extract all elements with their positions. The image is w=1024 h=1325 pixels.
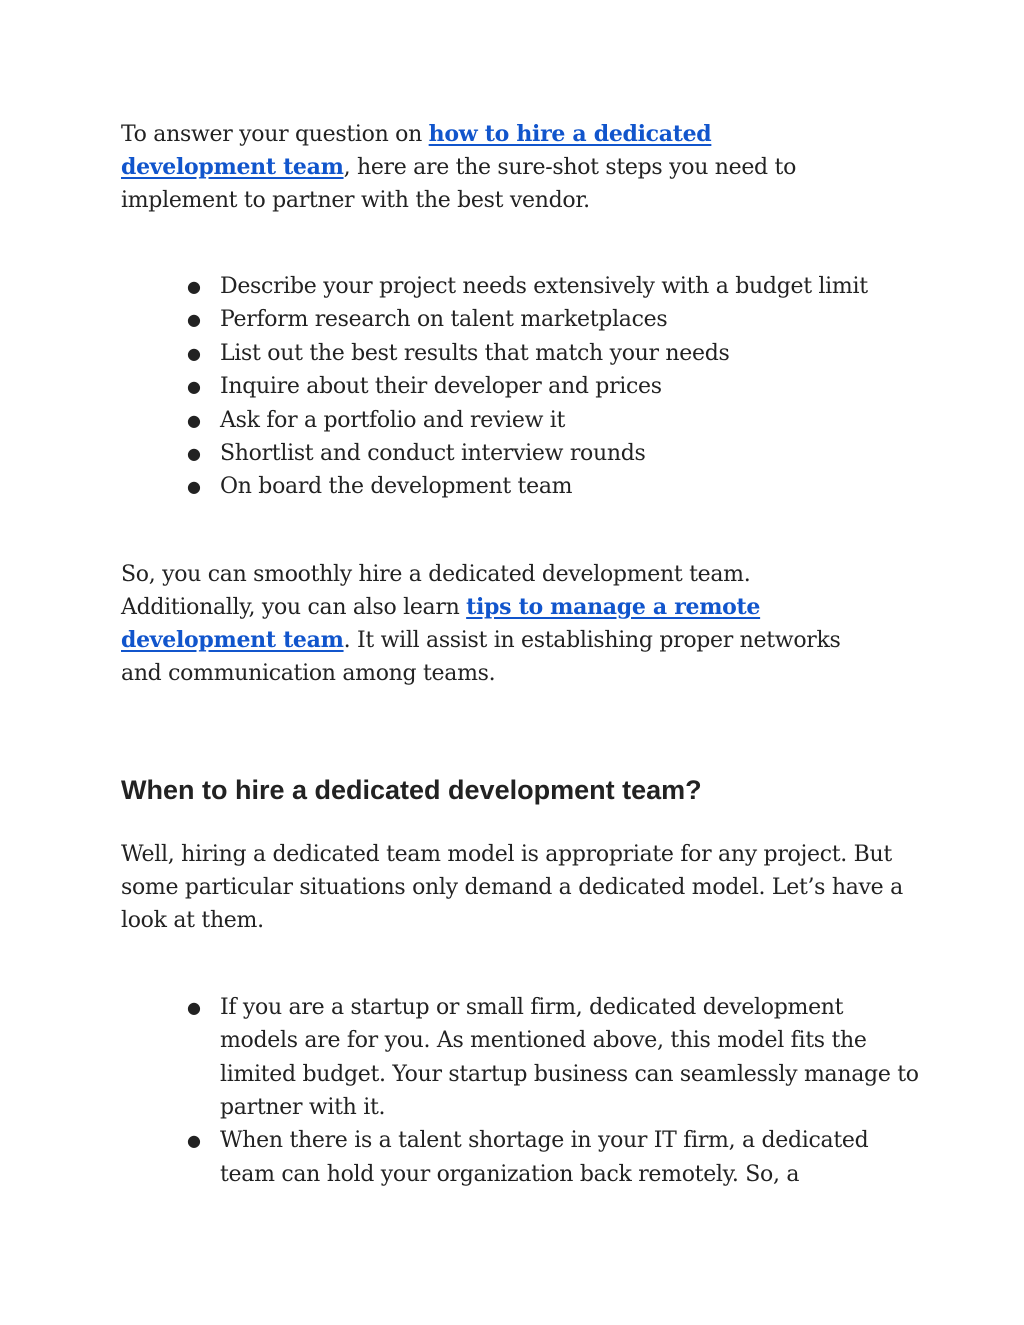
bullet-icon: ● (187, 477, 201, 497)
followup-text-before: So, you can smoothly hire a dedicated development team. Additionally, you can also learn (121, 561, 751, 620)
document-page (121, 118, 921, 1191)
intro-paragraph (121, 118, 821, 217)
step-text: Perform research on talent marketplaces (220, 307, 668, 333)
list-item (187, 404, 921, 437)
bullet-icon: ● (187, 310, 201, 330)
bullet-icon: ● (187, 410, 201, 430)
list-item (187, 470, 921, 503)
followup-text-after: . It will assist in establishing proper networks and communication among teams. (121, 627, 841, 686)
intro-text-before: To answer your question on (121, 122, 429, 147)
situation-text: If you are a startup or small firm, dedicated development models are for you. As mentioned above, this model fits the limited budget. Your startup business can seamlessly manage to partner with it. (220, 994, 919, 1121)
intro-text-after: , here are the sure-shot steps you need to implement to partner with the best vendor. (121, 155, 797, 213)
bullet-icon: ● (187, 1131, 201, 1151)
bullet-icon: ● (187, 997, 201, 1017)
step-text: On board the development team (220, 474, 573, 500)
list-item (187, 370, 921, 403)
step-text: Ask for a portfolio and review it (220, 407, 566, 433)
section-heading: When to hire a dedicated development team? (121, 774, 702, 805)
section-intro-paragraph: Well, hiring a dedicated team model is appropriate for any project. But some particular situations only demand a dedicated model. Let’s have a look at them. (121, 841, 903, 933)
bullet-icon: ● (187, 377, 201, 397)
bullet-icon: ● (187, 277, 201, 296)
step-text: Shortlist and conduct interview rounds (220, 441, 646, 467)
list-item (187, 303, 921, 336)
hire-dedicated-team-link[interactable]: how to hire a dedicated development team (121, 121, 712, 180)
step-text: Describe your project needs extensively with a budget limit (220, 274, 868, 299)
followup-paragraph (121, 558, 881, 690)
situations-list (121, 991, 921, 1191)
list-item (187, 991, 921, 1125)
bullet-icon: ● (187, 444, 201, 464)
step-text: Inquire about their developer and prices (220, 374, 662, 400)
step-text: List out the best results that match your needs (220, 340, 730, 366)
steps-list (121, 270, 921, 504)
list-item (187, 437, 921, 470)
list-item (187, 270, 921, 303)
list-item (187, 337, 921, 370)
remote-team-tips-link[interactable]: tips to manage a remote development team (121, 593, 761, 653)
situation-text: When there is a talent shortage in your IT firm, a dedicated team can hold your organization back remotely. So, a (220, 1128, 869, 1187)
bullet-icon: ● (187, 343, 201, 363)
list-item (187, 1124, 921, 1191)
